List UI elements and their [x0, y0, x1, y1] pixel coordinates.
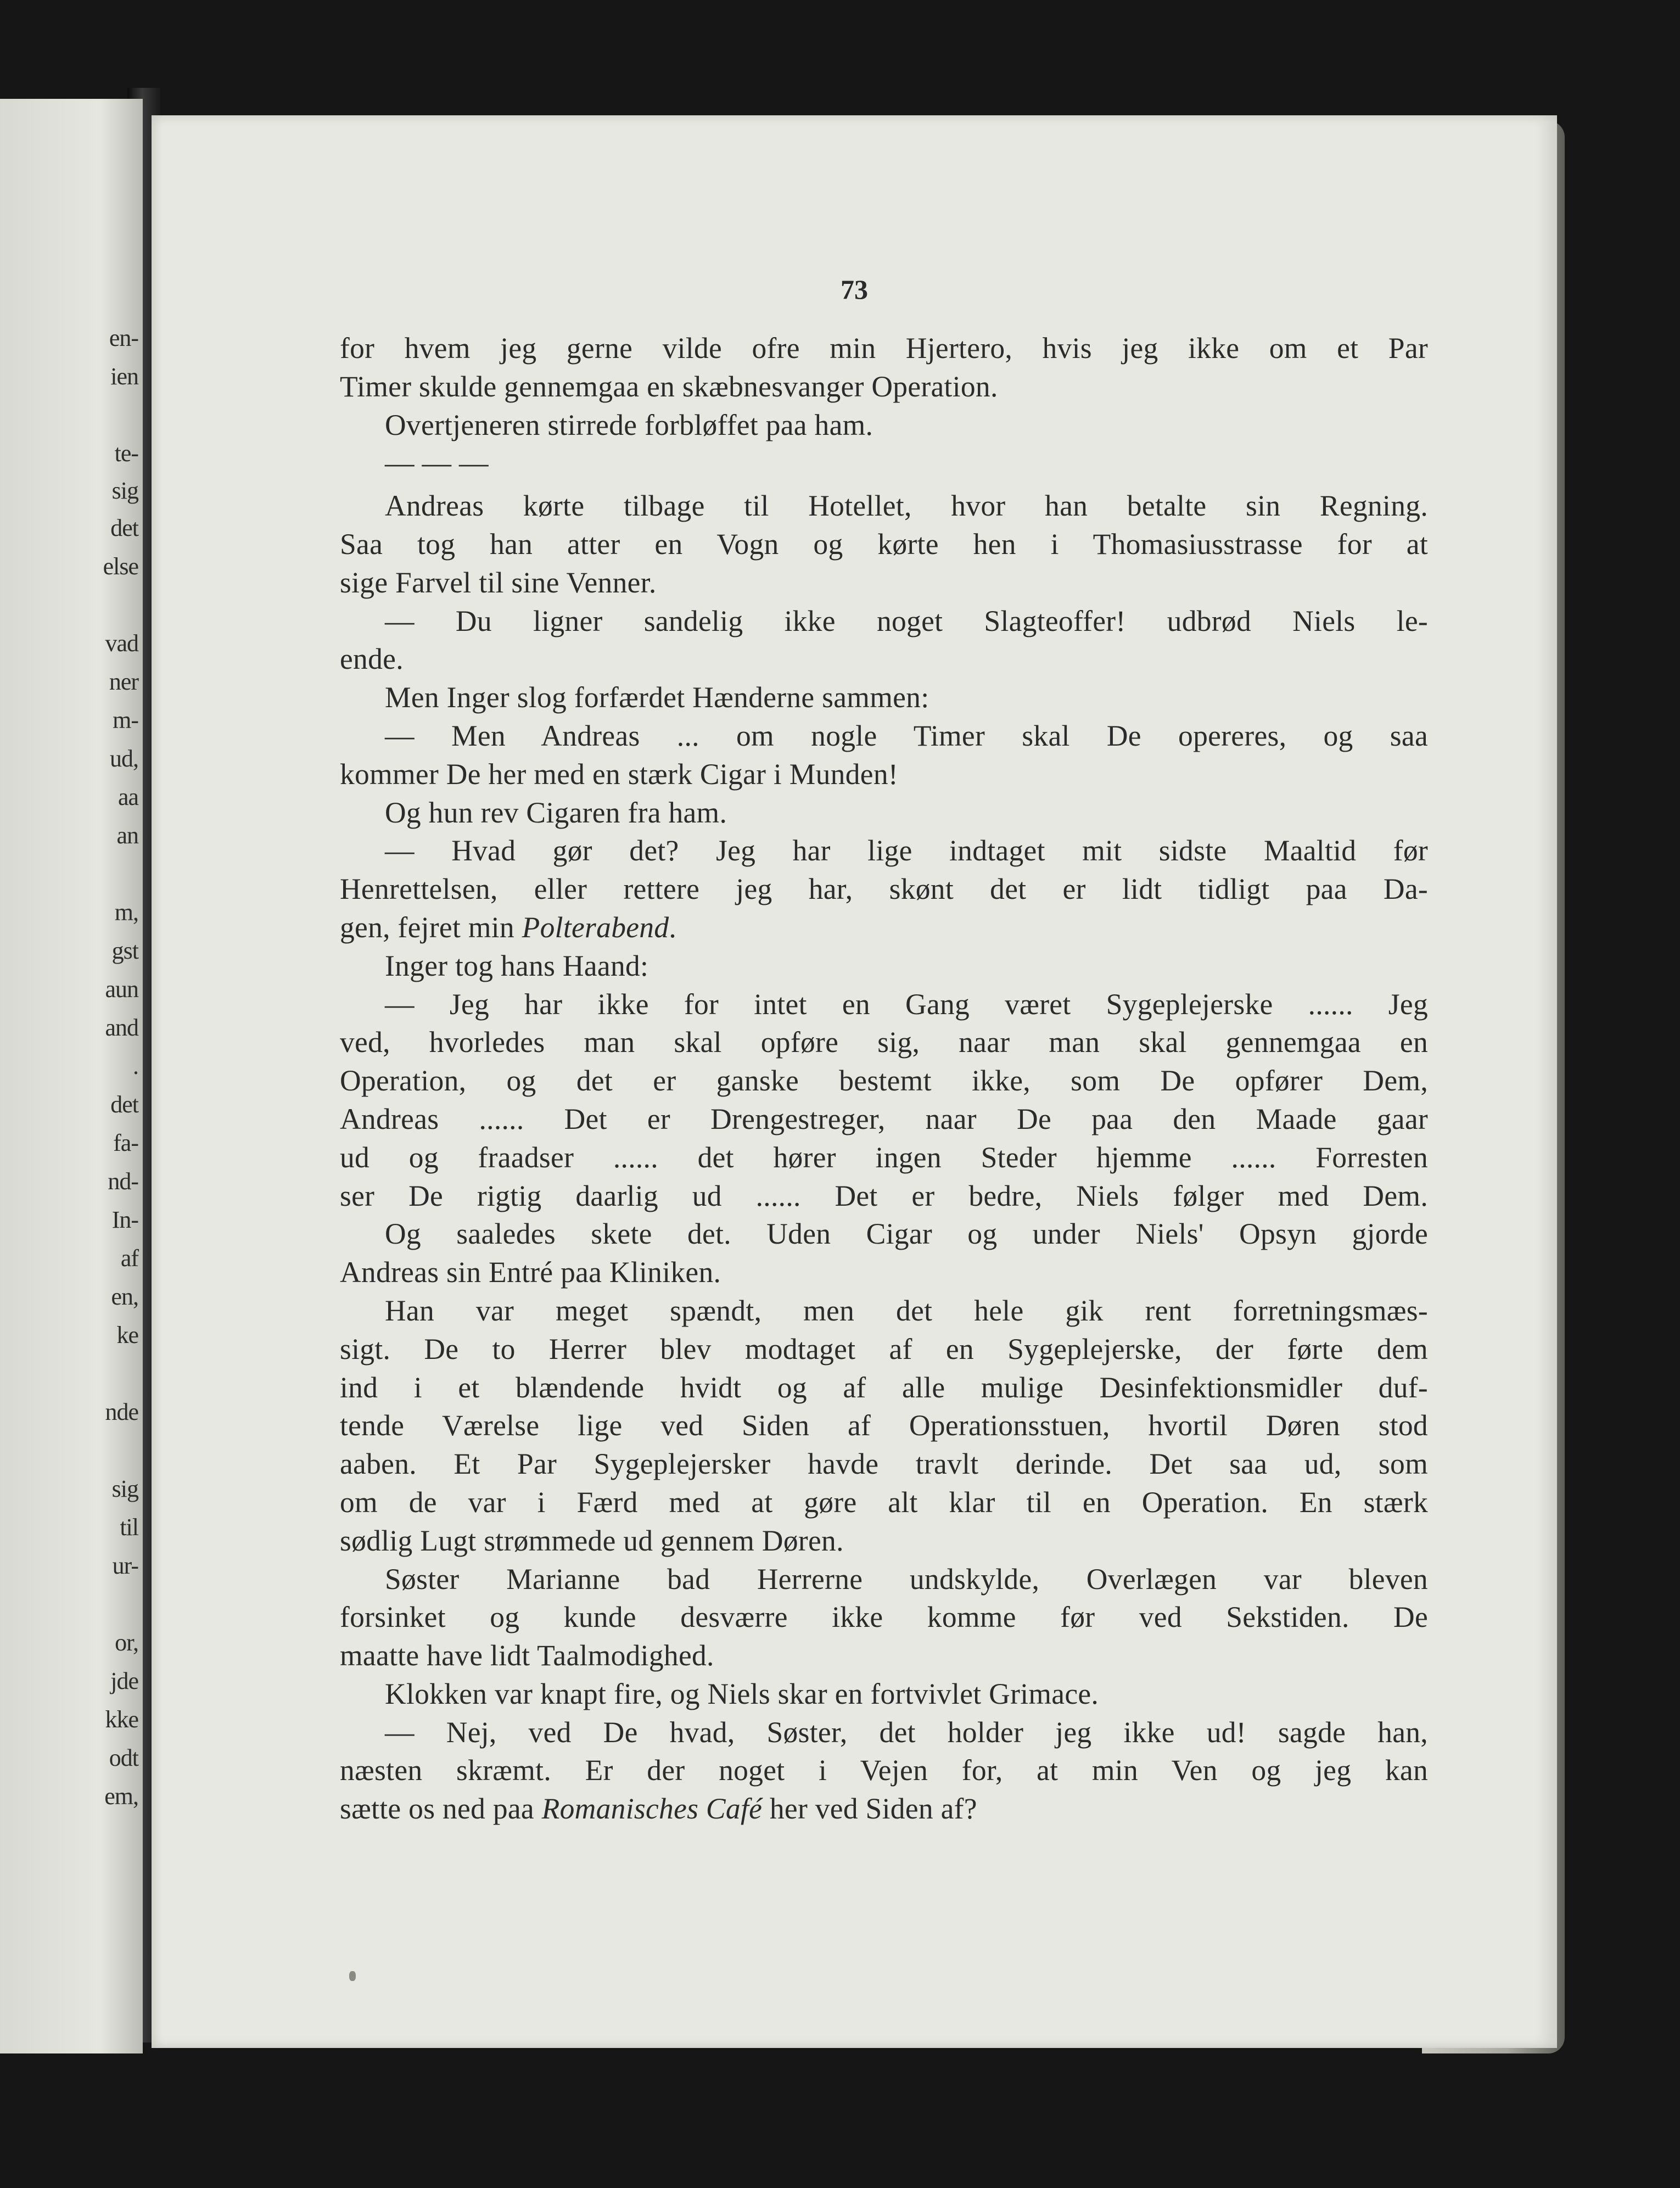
paper-fleck: [349, 1971, 356, 1981]
text-line: ser De rigtig daarlig ud ...... Det er bedre, Niels følger med Dem.: [340, 1179, 1428, 1212]
text-line: sætte os ned paa Romanisches Café her ved Siden af?: [340, 1792, 977, 1826]
left-page-fragment: nde: [105, 1398, 138, 1425]
left-page-fragment: det: [110, 514, 138, 541]
left-page-fragment: nd-: [108, 1168, 138, 1195]
left-page-fragment: m,: [114, 899, 138, 926]
text-line: om de var i Færd med at gøre alt klar til en Operation. En stærk: [340, 1485, 1428, 1519]
left-page-fragment: ur-: [112, 1552, 138, 1579]
left-page-fragment: aun: [105, 976, 138, 1003]
left-page-fragment: In-: [111, 1206, 138, 1233]
left-page-edge: [0, 99, 143, 2053]
text-line: Timer skulde gennemgaa en skæbnesvanger Operation.: [340, 370, 998, 403]
text-line: sigt. De to Herrer blev modtaget af en Sygeplejerske, der førte dem: [340, 1332, 1428, 1366]
left-page-fragment: ud,: [110, 745, 138, 772]
text-line: sødlig Lugt strømmede ud gennem Døren.: [340, 1524, 844, 1557]
left-page-fragment: or,: [115, 1629, 138, 1656]
text-line: — Hvad gør det? Jeg har lige indtaget mit sidste Maaltid før: [385, 834, 1428, 868]
text-line: for hvem jeg gerne vilde ofre min Hjertero, hvis jeg ikke om et Par: [340, 332, 1428, 365]
left-page-fragment: vad: [105, 630, 138, 657]
text-line: Andreas ...... Det er Drengestreger, naar De paa den Maade gaar: [340, 1102, 1428, 1135]
left-page-fragment: ke: [116, 1322, 138, 1348]
text-line: Andreas sin Entré paa Kliniken.: [340, 1256, 721, 1289]
left-page-fragment: jde: [110, 1667, 138, 1694]
left-page-fragment: til: [120, 1514, 138, 1541]
text-line: sige Farvel til sine Venner.: [340, 566, 657, 599]
text-line: ende.: [340, 642, 404, 676]
text-line: Men Inger slog forfærdet Hænderne sammen:: [385, 681, 929, 714]
left-page-fragment: sig: [111, 1475, 138, 1502]
text-line: Inger tog hans Haand:: [385, 949, 649, 982]
left-page-fragment: and: [105, 1014, 138, 1041]
text-line: Klokken var knapt fire, og Niels skar en fortvivlet Grimace.: [385, 1677, 1099, 1710]
text-line: ud og fraadser ...... det hører ingen Steder hjemme ...... Forresten: [340, 1140, 1428, 1174]
left-page-fragment: sig: [111, 477, 138, 504]
left-page-fragment: ien: [110, 363, 138, 390]
text-line: — Du ligner sandelig ikke noget Slagteoffer! udbrød Niels le-: [385, 604, 1428, 637]
body-text: [340, 329, 1428, 1828]
left-page-fragment: te-: [114, 440, 138, 467]
left-page-fragment: m-: [113, 707, 138, 734]
left-page-fragment: gst: [111, 937, 138, 964]
left-page-fragment: en-: [109, 324, 138, 351]
text-line: ved, hvorledes man skal opføre sig, naar man skal gennemgaa en: [340, 1026, 1428, 1059]
text-line: — Jeg har ikke for intet en Gang været Sygeplejerske ...... Jeg: [385, 987, 1428, 1021]
text-line: — — —: [385, 446, 489, 480]
text-line: — Men Andreas ... om nogle Timer skal De opereres, og saa: [385, 719, 1428, 752]
text-line: Og hun rev Cigaren fra ham.: [385, 796, 727, 829]
left-page-fragment: .: [133, 1053, 138, 1079]
text-line: næsten skræmt. Er der noget i Vejen for, at min Ven og jeg kan: [340, 1754, 1428, 1787]
text-line: Søster Marianne bad Herrerne undskylde, Overlægen var bleven: [385, 1562, 1428, 1596]
page-number: 73: [841, 274, 868, 305]
section-gap: [340, 483, 1428, 487]
left-page-fragment: fa-: [113, 1129, 138, 1156]
left-page-fragment: an: [116, 822, 138, 849]
text-line: aaben. Et Par Sygeplejersker havde travlt derinde. Det saa ud, som: [340, 1447, 1428, 1481]
left-page-fragment: odt: [109, 1744, 138, 1771]
left-page-fragment: ner: [109, 668, 138, 695]
left-page-fragment: else: [103, 553, 138, 580]
text-line: gen, fejret min Polterabend.: [340, 910, 677, 944]
text-line: Han var meget spændt, men det hele gik rent forretningsmæs-: [385, 1294, 1428, 1327]
text-line: Overtjeneren stirrede forbløffet paa ham.: [385, 408, 873, 441]
left-page-fragment: en,: [111, 1283, 138, 1310]
left-page-fragment: aa: [117, 784, 138, 810]
text-line: ind i et blændende hvidt og af alle mulige Desinfektionsmidler duf-: [340, 1370, 1428, 1404]
text-line: Henrettelsen, eller rettere jeg har, skønt det er lidt tidligt paa Da-: [340, 872, 1428, 906]
book-page: [152, 115, 1557, 2048]
text-line: tende Værelse lige ved Siden af Operationsstuen, hvortil Døren stod: [340, 1409, 1428, 1442]
left-page-fragment: af: [120, 1245, 138, 1272]
text-line: — Nej, ved De hvad, Søster, det holder jeg ikke ud! sagde han,: [385, 1715, 1428, 1749]
text-line: Og saaledes skete det. Uden Cigar og under Niels' Opsyn gjorde: [385, 1217, 1428, 1251]
text-line: Saa tog han atter en Vogn og kørte hen i Thomasiusstrasse for at: [340, 527, 1428, 561]
text-line: maatte have lidt Taalmodighed.: [340, 1639, 714, 1672]
left-page-fragment: det: [110, 1091, 138, 1118]
left-page-fragment: kke: [105, 1706, 138, 1733]
left-page-fragment: em,: [104, 1783, 138, 1810]
text-line: Andreas kørte tilbage til Hotellet, hvor han betalte sin Regning.: [385, 489, 1428, 523]
text-line: Operation, og det er ganske bestemt ikke, som De opfører Dem,: [340, 1064, 1428, 1098]
text-line: forsinket og kunde desværre ikke komme før ved Sekstiden. De: [340, 1601, 1428, 1634]
text-line: kommer De her med en stærk Cigar i Munden!: [340, 757, 898, 791]
